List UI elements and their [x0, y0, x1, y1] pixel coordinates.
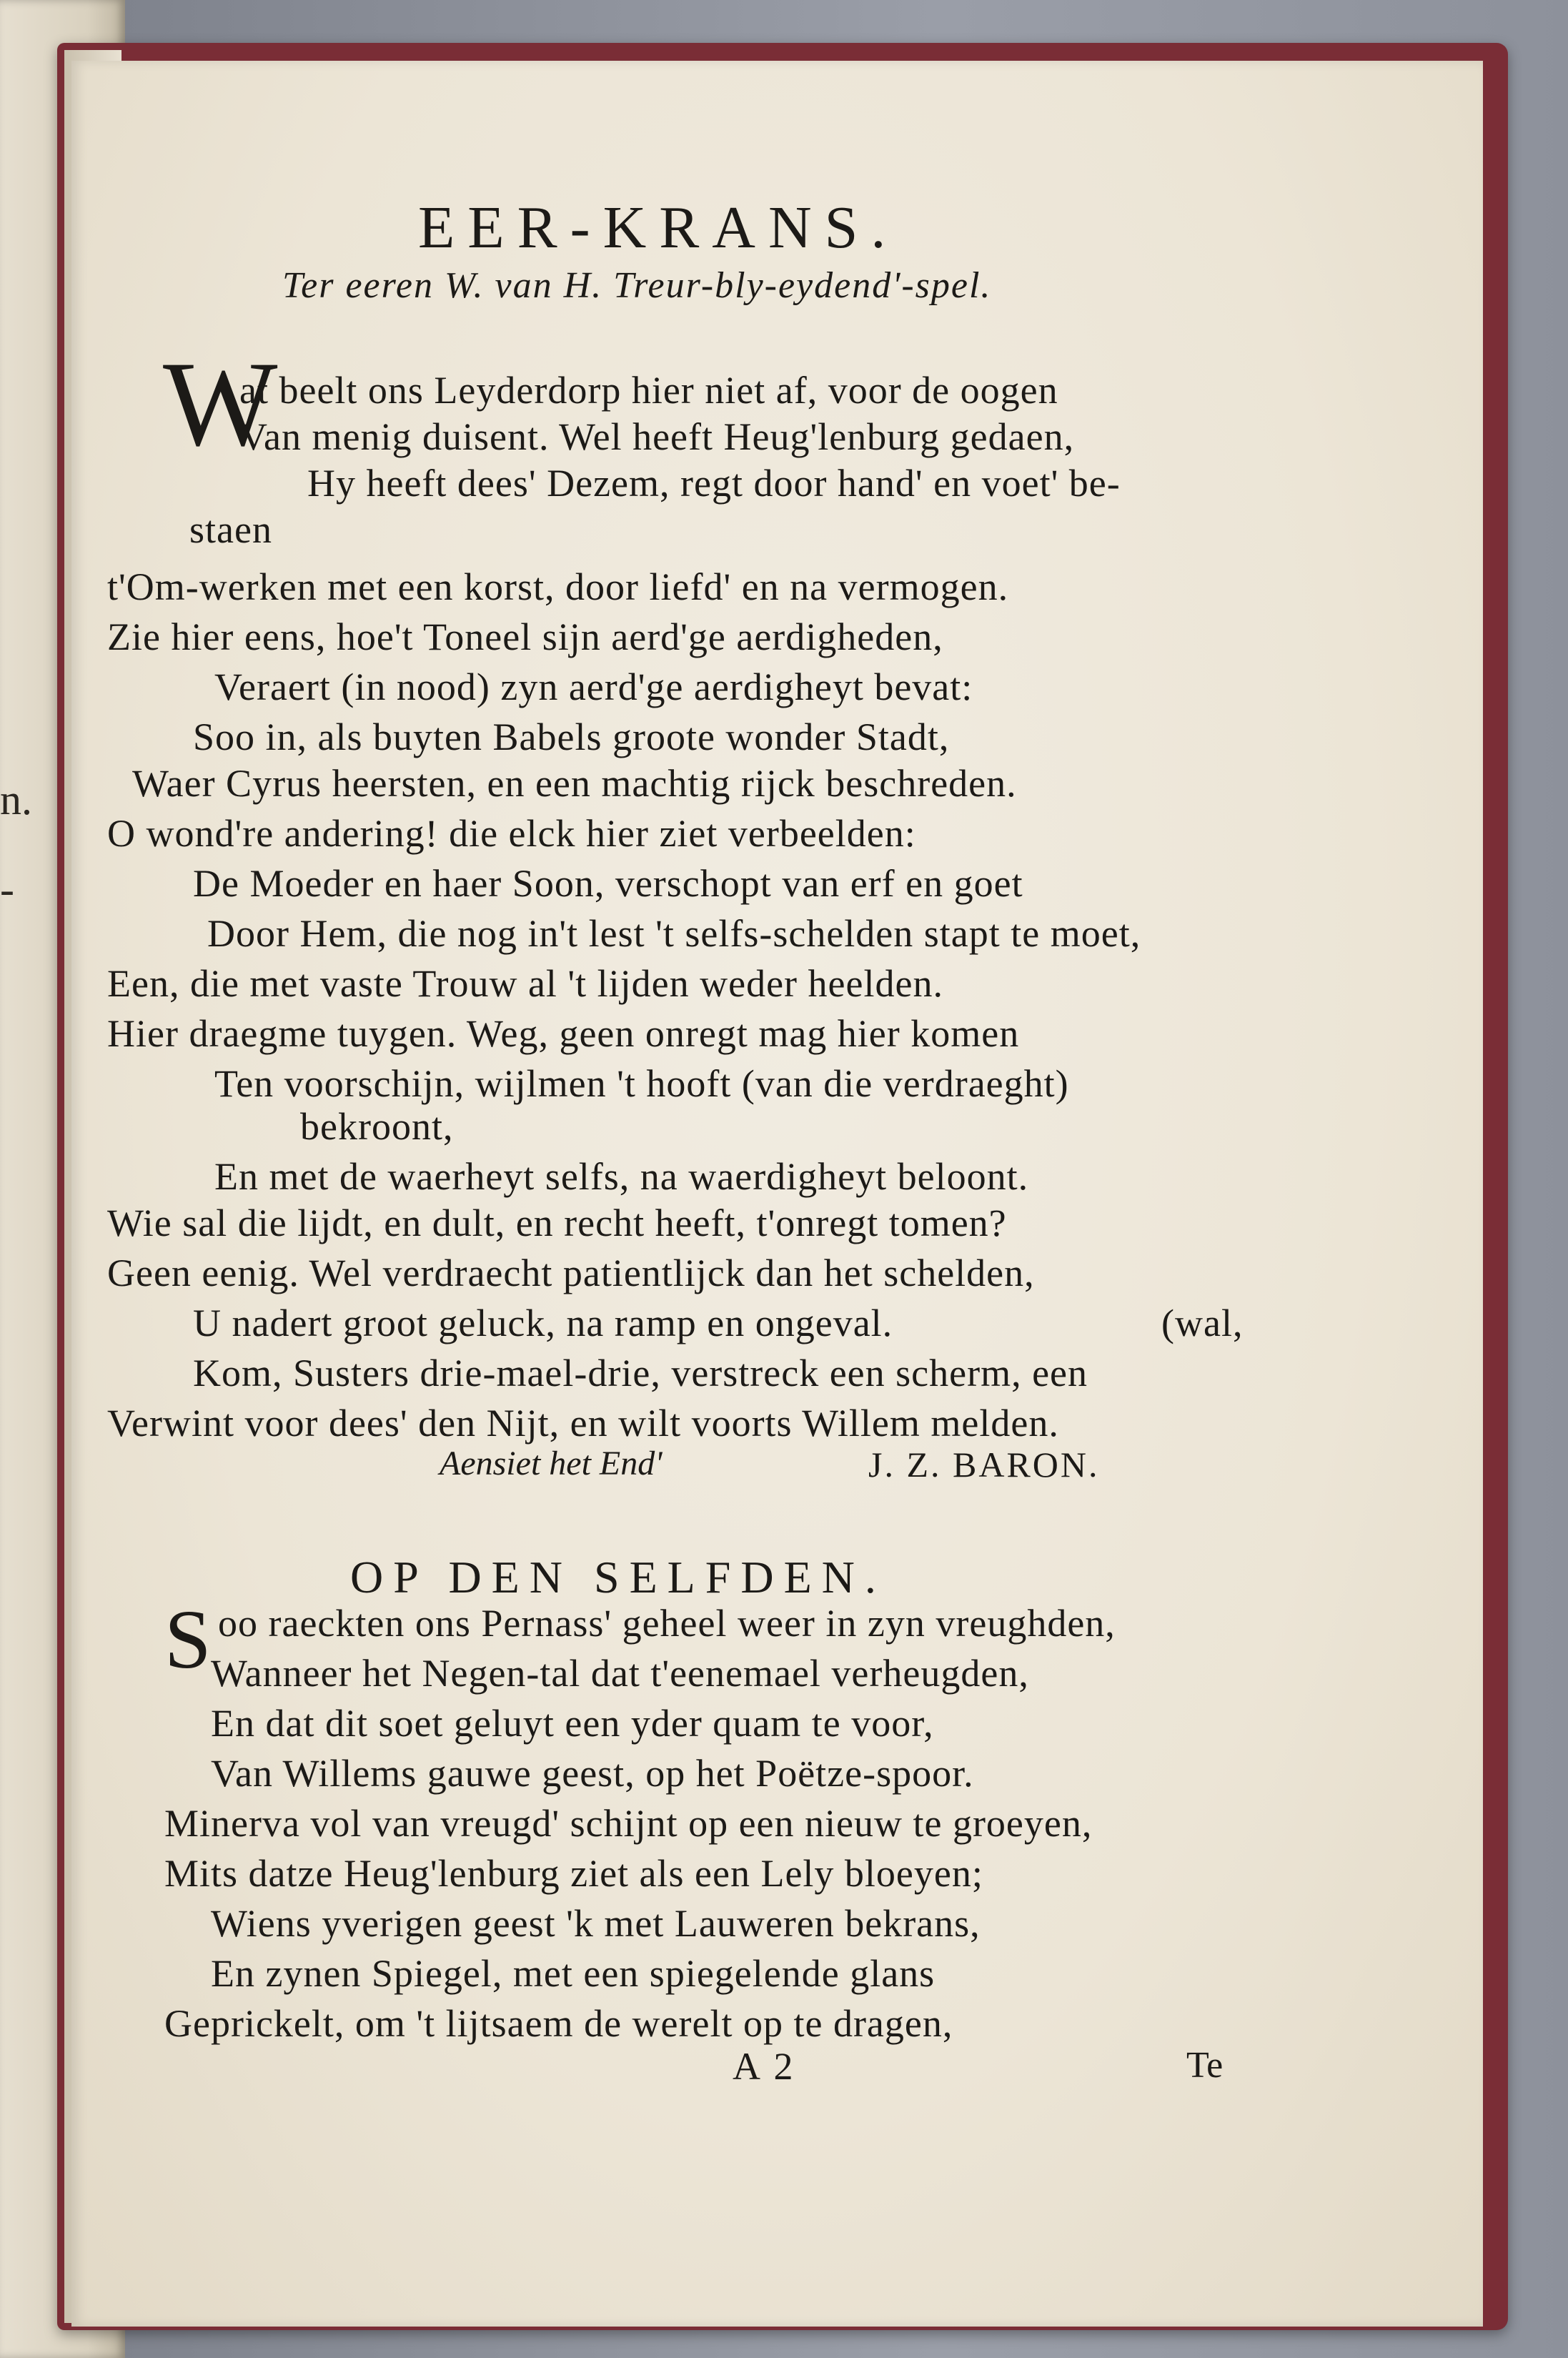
- poem-line: (wal,: [1161, 1302, 1244, 1344]
- catchword: Te: [1186, 2045, 1224, 2086]
- poem-line: Wanneer het Negen-tal dat t'eenemael verheugden,: [211, 1652, 1029, 1695]
- poem-line: Wie sal die lijdt, en dult, en recht heeft, t'onregt tomen?: [107, 1202, 1007, 1244]
- signature-name: J. Z. BARON.: [868, 1445, 1100, 1485]
- drop-cap: S: [164, 1592, 212, 1686]
- drop-cap: W: [163, 337, 278, 471]
- poem-line: Waer Cyrus heersten, en een machtig rijck beschreden.: [132, 762, 1017, 805]
- page-subheading: Ter eeren W. van H. Treur-bly-eydend'-spel.: [282, 265, 992, 306]
- second-heading: OP DEN SELFDEN.: [350, 1552, 886, 1602]
- facing-page-fragment: n.: [0, 776, 32, 823]
- poem-line: En zynen Spiegel, met een spiegelende glans: [211, 1952, 936, 1995]
- poem-line: Soo in, als buyten Babels groote wonder Stadt,: [193, 715, 950, 758]
- poem-line: U nadert groot geluck, na ramp en ongeval.: [193, 1302, 893, 1344]
- poem-line: staen: [189, 508, 272, 551]
- poem-line: Minerva vol van vreugd' schijnt op een nieuw te groeyen,: [164, 1802, 1093, 1845]
- poem-line: En dat dit soet geluyt een yder quam te voor,: [211, 1702, 934, 1745]
- poem-line: at beelt ons Leyderdorp hier niet af, voor de oogen: [239, 369, 1058, 412]
- poem-line: Hier draegme tuygen. Weg, geen onregt mag hier komen: [107, 1012, 1020, 1055]
- poem-line: Van Willems gauwe geest, op het Poëtze-spoor.: [211, 1752, 974, 1795]
- poem-line: Hy heeft dees' Dezem, regt door hand' en voet' be-: [307, 462, 1121, 505]
- poem-line: Geprickelt, om 't lijtsaem de werelt op te dragen,: [164, 2002, 953, 2045]
- poem-line: bekroont,: [300, 1105, 454, 1148]
- poem-line: Geen eenig. Wel verdraecht patientlijck dan het schelden,: [107, 1252, 1035, 1294]
- poem-line: Zie hier eens, hoe't Toneel sijn aerd'ge aerdigheden,: [107, 615, 943, 658]
- signature-mark: A 2: [733, 2045, 796, 2088]
- page-heading: EER-KRANS.: [418, 194, 899, 261]
- signature-motto: Aensiet het End': [440, 1445, 663, 1482]
- poem-line: Kom, Susters drie-mael-drie, verstreck een scherm, een: [193, 1352, 1088, 1395]
- poem-line: Een, die met vaste Trouw al 't lijden weder heelden.: [107, 962, 943, 1005]
- poem-line: Veraert (in nood) zyn aerd'ge aerdigheyt bevat:: [214, 665, 973, 708]
- poem-line: En met de waerheyt selfs, na waerdigheyt beloont.: [214, 1155, 1029, 1198]
- poem-line: Wiens yverigen geest 'k met Lauweren bekrans,: [211, 1902, 981, 1945]
- poem-line: Ten voorschijn, wijlmen 't hooft (van die verdraeght): [214, 1062, 1069, 1105]
- poem-line: oo raeckten ons Pernass' geheel weer in zyn vreughden,: [218, 1602, 1116, 1645]
- poem-line: De Moeder en haer Soon, verschopt van erf en goet: [193, 862, 1023, 905]
- poem-line: Van menig duisent. Wel heeft Heug'lenburg gedaen,: [239, 415, 1075, 458]
- poem-line: t'Om-werken met een korst, door liefd' en na vermogen.: [107, 565, 1009, 608]
- facing-page-fragment: -: [0, 866, 14, 913]
- poem-line: Mits datze Heug'lenburg ziet als een Lely bloeyen;: [164, 1852, 983, 1895]
- poem-line: Door Hem, die nog in't lest 't selfs-schelden stapt te moet,: [207, 912, 1141, 955]
- poem-line: Verwint voor dees' den Nijt, en wilt voorts Willem melden.: [107, 1402, 1059, 1445]
- poem-line: O wond're andering! die elck hier ziet verbeelden:: [107, 812, 916, 855]
